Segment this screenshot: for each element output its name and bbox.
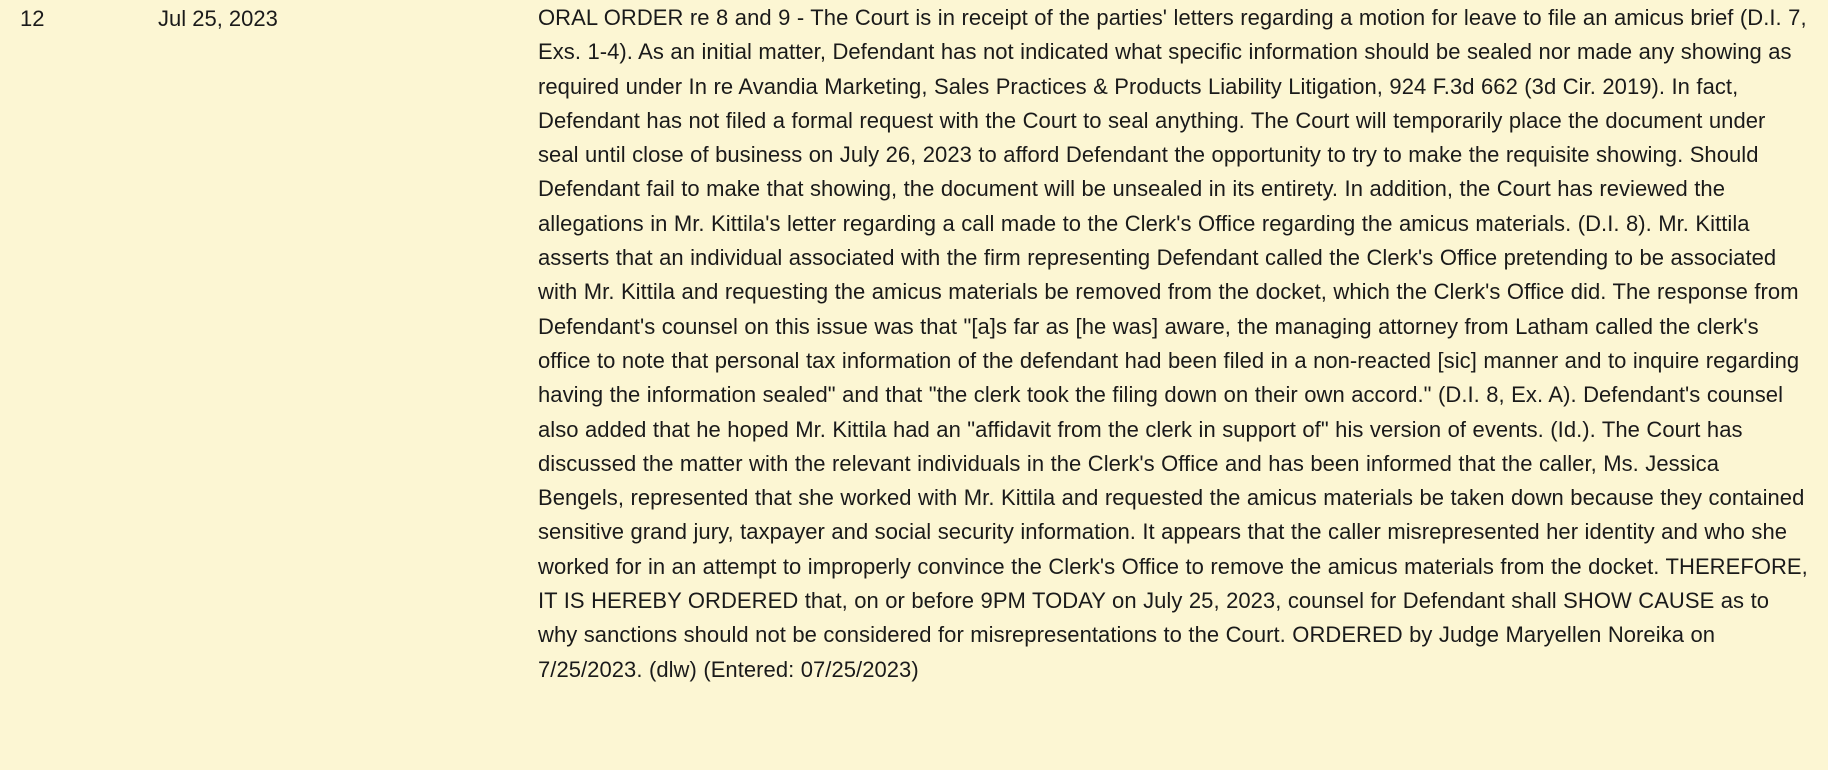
docket-entry-text: ORAL ORDER re 8 and 9 - The Court is in receipt of the parties' letters regarding a motion for leave to file an amicus brief (D.I. 7, Exs. 1-4). As an initial matter, Defendant has not indicated what specific information should be sealed nor made any showing as required under In re Avandia Marketing, Sales Practices & Products Liability Litigation, 924 F.3d 662 (3d Cir. 2019). In fact, Defendant has not filed a formal request with the Court to seal anything. The Court will temporarily place the document under seal until close of business on July 26, 2023 to afford Defendant the opportunity to try to make the requisite showing. Should Defendant fail to make that showing, the document will be unsealed in its entirety. In addition, the Court has reviewed the allegations in Mr. Kittila's letter regarding a call made to the Clerk's Office regarding the amicus materials. (D.I. 8). Mr. Kittila asserts that an individual associated with the firm representing Defendant called the Clerk's Office pretending to be associated with Mr. Kittila and requesting the amicus materials be removed from the docket, which the Clerk's Office did. The response from Defendant's counsel on this issue was that "[a]s far as [he was] aware, the managing attorney from Latham called the clerk's office to note that personal tax information of the defendant had been filed in a non-reacted [sic] manner and to inquire regarding having the information sealed" and that "the clerk took the filing down on their own accord." (D.I. 8, Ex. A). Defendant's counsel also added that he hoped Mr. Kittila had an "affidavit from the clerk in support of" his version of events. (Id.). The Court has discussed the matter with the relevant individuals in the Clerk's Office and has been informed that the caller, Ms. Jessica Bengels, represented that she worked with Mr. Kittila and requested the amicus materials be taken down because they contained sensitive grand jury, taxpayer and social security information. It appears that the caller misrepresented her identity and who she worked for in an attempt to improperly convince the Clerk's Office to remove the amicus materials from the docket. THEREFORE, IT IS HEREBY ORDERED that, on or before 9PM TODAY on July 25, 2023, counsel for Defendant shall SHOW CAUSE as to why sanctions should not be considered for misrepresentations to the Court. ORDERED by Judge Maryellen Noreika on 7/25/2023. (dlw) (Entered: 07/25/2023)	[538, 5, 1808, 682]
docket-entry-number: 12	[20, 6, 45, 31]
docket-entry-date: Jul 25, 2023	[158, 6, 278, 31]
